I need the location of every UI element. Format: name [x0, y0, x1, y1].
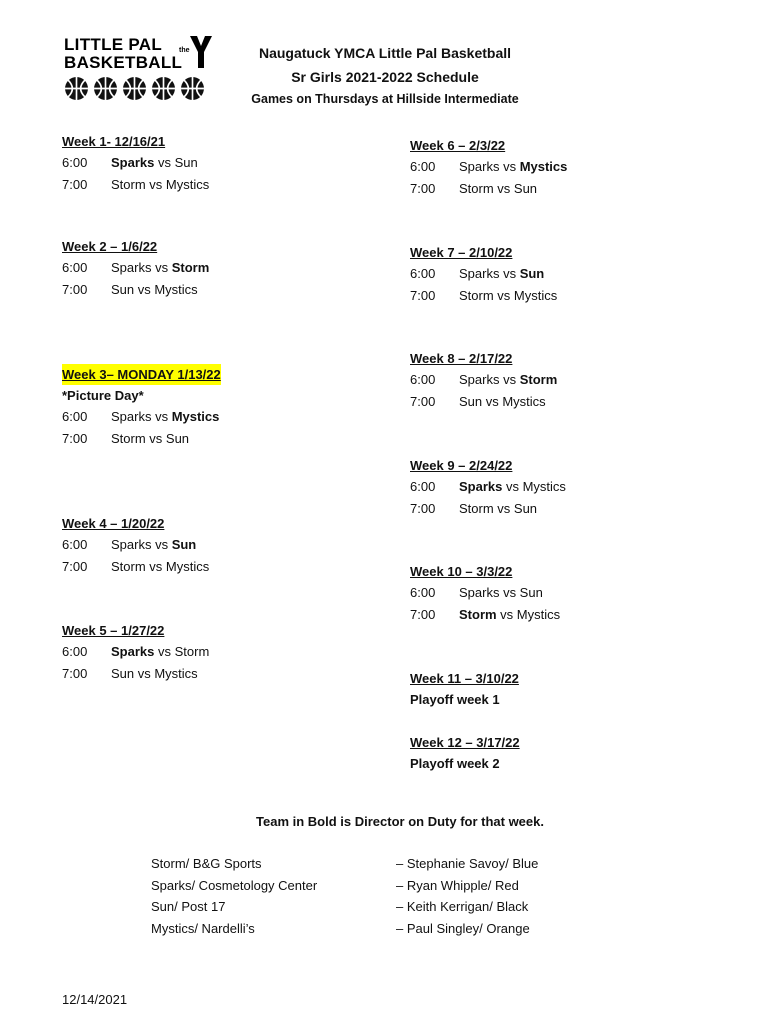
game-time: 7:00: [410, 606, 436, 622]
game-time: 6:00: [62, 409, 88, 424]
week-title: Week 10 – 3/3/22: [410, 564, 513, 579]
week-title: Week 9 – 2/24/22: [410, 458, 513, 473]
logo-line1: LITTLE PAL: [64, 35, 163, 54]
game-row: [62, 174, 209, 196]
director-team: Sparks: [111, 155, 155, 170]
matchup-text: Sun vs Mystics: [111, 281, 198, 297]
game-row: [410, 604, 560, 626]
matchup-text: Sparks vs: [459, 372, 520, 387]
game-row: [62, 279, 209, 301]
game-row: [410, 582, 560, 604]
document-date: 12/14/2021: [62, 992, 128, 1007]
matchup-text: Sparks vs: [459, 266, 520, 281]
week-title: Week 12 – 3/17/22: [410, 735, 520, 750]
matchup-text: Sparks vs: [111, 409, 172, 424]
game-time: 6:00: [62, 537, 88, 552]
playoff-label: Playoff week 2: [410, 756, 500, 771]
game-time: 6:00: [410, 372, 436, 387]
game-time: 7:00: [410, 180, 436, 196]
week-block: [410, 732, 520, 775]
director-team: Sparks: [459, 479, 503, 494]
game-time: 6:00: [62, 260, 88, 275]
director-team: Sun: [171, 537, 197, 552]
coach-entry: – Ryan Whipple/ Red: [396, 877, 519, 893]
game-time: 6:00: [410, 479, 436, 494]
basketball-icon: [122, 76, 147, 101]
page-subtitle: Sr Girls 2021-2022 Schedule: [291, 69, 479, 85]
game-row: [410, 391, 557, 413]
game-matchup: [459, 288, 557, 303]
game-row: [410, 263, 557, 285]
week-title: Week 6 – 2/3/22: [410, 138, 506, 153]
game-time: 6:00: [410, 266, 436, 281]
game-matchup: [111, 559, 209, 574]
logo-the: the: [179, 47, 190, 54]
week-title: Week 11 – 3/10/22: [410, 671, 519, 686]
coach-entry: – Stephanie Savoy/ Blue: [396, 856, 539, 871]
matchup-text: Sparks vs: [111, 260, 172, 275]
week-title: Week 7 – 2/10/22: [410, 245, 513, 260]
game-row: [410, 498, 566, 520]
game-matchup: [459, 372, 557, 387]
matchup-text: Storm vs Sun: [459, 180, 538, 196]
basketball-row: [64, 76, 205, 101]
game-row: [62, 257, 209, 279]
game-matchup: [459, 159, 567, 174]
matchup-text: Storm vs Mystics: [111, 176, 210, 192]
basketball-icon: [180, 76, 205, 101]
week-note: *Picture Day*: [62, 388, 144, 403]
week-block: [410, 668, 519, 711]
week-block: [410, 561, 560, 625]
director-team: Mystics: [171, 409, 220, 424]
basketball-icon: [151, 76, 176, 101]
week-block: [62, 513, 209, 577]
game-row: [410, 156, 567, 178]
game-matchup: [111, 260, 209, 275]
game-time: 7:00: [62, 281, 88, 297]
matchup-text: Storm vs Sun: [111, 430, 190, 446]
matchup-text: Sparks vs Sun: [459, 585, 543, 600]
game-time: 7:00: [410, 287, 436, 303]
game-matchup: [111, 177, 209, 192]
sponsor-team: Mystics/ Nardelli’s: [151, 920, 255, 936]
matchup-text: Sun vs Mystics: [111, 665, 198, 681]
game-row: [410, 369, 557, 391]
basketball-icon: [64, 76, 89, 101]
sponsor-team: Storm/ B&G Sports: [151, 856, 262, 871]
game-row: [62, 556, 209, 578]
week-block: [62, 131, 209, 195]
coach-list: [396, 853, 538, 939]
sponsor-team: Sun/ Post 17: [151, 899, 226, 914]
game-matchup: [111, 282, 198, 297]
game-time: 7:00: [62, 665, 88, 681]
sponsor-team: Sparks/ Cosmetology Center: [151, 877, 318, 893]
game-time: 6:00: [62, 644, 88, 659]
game-row: [62, 534, 209, 556]
page-title: Naugatuck YMCA Little Pal Basketball: [258, 45, 512, 61]
playoff-label: Playoff week 1: [410, 692, 500, 707]
director-team: Sun: [519, 266, 545, 281]
game-time: 6:00: [62, 155, 88, 170]
venue-line: Games on Thursdays at Hillside Intermediate: [251, 92, 519, 106]
game-row: [62, 663, 209, 685]
coach-entry: – Keith Kerrigan/ Black: [396, 899, 529, 914]
game-time: 7:00: [410, 393, 436, 409]
matchup-text: Storm vs Mystics: [111, 558, 210, 574]
week-block: [410, 135, 567, 199]
game-matchup: [111, 155, 198, 170]
director-team: Sparks: [111, 644, 155, 659]
game-row: [62, 641, 209, 663]
game-matchup: [111, 431, 189, 446]
week-block: [62, 364, 221, 449]
game-row: [410, 178, 567, 200]
week-block: [410, 242, 557, 306]
game-matchup: [459, 266, 544, 281]
director-team: Mystics: [519, 159, 568, 174]
game-time: 7:00: [410, 500, 436, 516]
game-matchup: [459, 394, 546, 409]
game-matchup: [111, 537, 196, 552]
week-title: Week 3– MONDAY 1/13/22: [62, 364, 221, 385]
matchup-text: vs Mystics: [502, 479, 566, 494]
director-team: Storm: [171, 260, 210, 275]
week-title: Week 5 – 1/27/22: [62, 623, 165, 638]
logo-line2: BASKETBALL: [64, 53, 183, 72]
game-time: 6:00: [410, 159, 436, 174]
little-pal-basketball-logo: [64, 34, 214, 108]
matchup-text: Sparks vs: [111, 537, 172, 552]
matchup-text: vs Storm: [154, 644, 210, 659]
week-title: Week 4 – 1/20/22: [62, 516, 165, 531]
game-time: 6:00: [410, 585, 436, 600]
matchup-text: Sparks vs: [459, 159, 520, 174]
basketball-icon: [93, 76, 118, 101]
game-matchup: [111, 409, 219, 424]
director-on-duty-note: Team in Bold is Director on Duty for that week.: [256, 814, 544, 829]
coach-entry: – Paul Singley/ Orange: [396, 920, 530, 936]
matchup-text: Storm vs Sun: [459, 500, 538, 516]
director-team: Storm: [459, 606, 497, 622]
week-block: [62, 236, 209, 300]
game-row: [410, 285, 557, 307]
week-block: [410, 348, 557, 412]
game-row: [62, 406, 221, 428]
week-block: [410, 455, 566, 519]
week-block: [62, 620, 209, 684]
game-matchup: [459, 607, 560, 622]
game-time: 7:00: [62, 558, 88, 574]
game-matchup: [459, 501, 537, 516]
director-team: Storm: [519, 372, 558, 387]
week-title: Week 2 – 1/6/22: [62, 239, 158, 254]
game-matchup: [111, 644, 209, 659]
game-time: 7:00: [62, 176, 88, 192]
sponsor-team-list: [151, 853, 317, 939]
game-matchup: [459, 585, 543, 600]
ymca-logo-icon: [190, 36, 212, 68]
game-time: 7:00: [62, 430, 88, 446]
week-title: Week 8 – 2/17/22: [410, 351, 513, 366]
week-title: Week 1- 12/16/21: [62, 134, 166, 149]
matchup-text: Sun vs Mystics: [459, 393, 546, 409]
matchup-text: vs Mystics: [496, 606, 561, 622]
game-matchup: [459, 479, 566, 494]
matchup-text: Storm vs Mystics: [459, 287, 558, 303]
game-row: [62, 428, 221, 450]
game-matchup: [111, 666, 198, 681]
matchup-text: vs Sun: [154, 155, 198, 170]
game-matchup: [459, 181, 537, 196]
game-row: [410, 476, 566, 498]
game-row: [62, 152, 209, 174]
